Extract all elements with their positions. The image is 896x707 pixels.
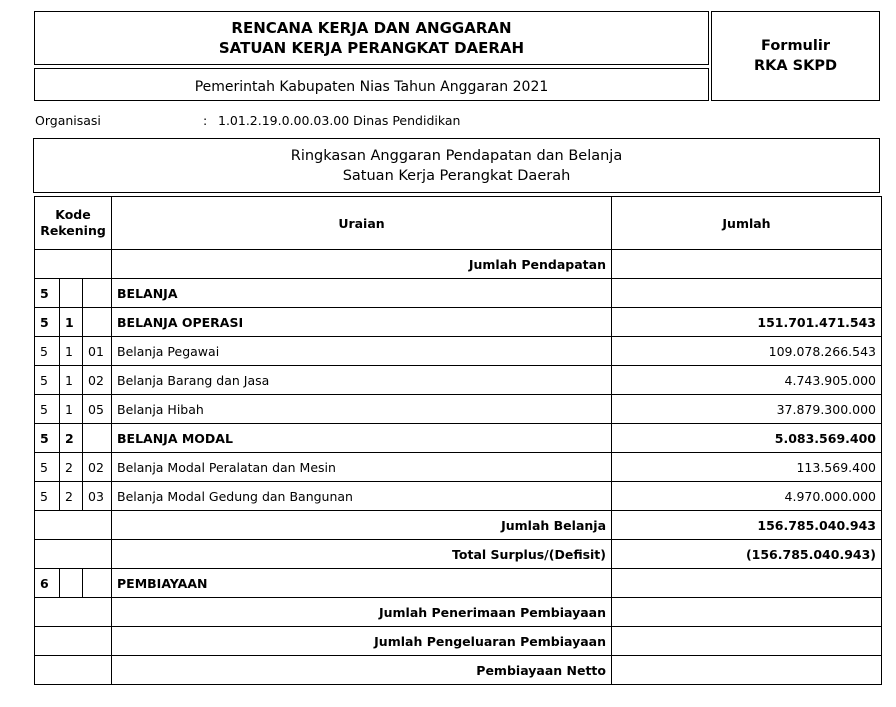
table-row [35,279,882,308]
penerimaan-value [612,598,882,627]
kode-1: 5 [35,337,60,366]
total-surplus-label: Total Surplus/(Defisit) [112,540,612,569]
jumlah-cell: 113.569.400 [612,453,882,482]
kode-2: 1 [60,395,83,424]
kode-3: 02 [83,453,112,482]
form-label-line2: RKA SKPD [753,58,837,74]
total-surplus-value: (156.785.040.943) [612,540,882,569]
kode-3 [83,308,112,337]
kode-1: 5 [35,482,60,511]
kode-2: 2 [60,482,83,511]
budget-table [34,196,882,685]
document-subtitle-box [34,68,709,101]
organisasi-label: Organisasi [35,113,101,128]
kode-1: 5 [35,424,60,453]
kode-3 [83,279,112,308]
kode-1: 5 [35,366,60,395]
jumlah-cell: 5.083.569.400 [612,424,882,453]
table-row [35,540,882,569]
header-kode-rekening [35,197,112,250]
jumlah-cell: 4.743.905.000 [612,366,882,395]
table-row [35,656,882,685]
uraian-cell: BELANJA MODAL [112,424,612,453]
table-row [35,250,882,279]
summary-title-line1: Ringkasan Anggaran Pendapatan dan Belanja [290,147,623,164]
pengeluaran-value [612,627,882,656]
kode-3 [83,569,112,598]
jumlah-cell [612,569,882,598]
uraian-cell: BELANJA [112,279,612,308]
jumlah-belanja-label: Jumlah Belanja [112,511,612,540]
header-kode-line2: Rekening [40,223,106,238]
netto-label: Pembiayaan Netto [112,656,612,685]
uraian-cell: Belanja Modal Peralatan dan Mesin [112,453,612,482]
uraian-cell: Belanja Hibah [112,395,612,424]
document-title-box [34,11,709,65]
table-row [35,424,882,453]
uraian-cell: BELANJA OPERASI [112,308,612,337]
kode-3: 03 [83,482,112,511]
kode-2: 1 [60,337,83,366]
form-label-box [711,11,880,101]
header-uraian: Uraian [112,197,612,250]
header-kode-line1: Kode [55,207,91,222]
kode-2: 2 [60,453,83,482]
kode-1: 5 [35,395,60,424]
jumlah-cell [612,279,882,308]
organisasi-separator: : [203,113,208,128]
table-row [35,482,882,511]
kode-3: 02 [83,366,112,395]
kode-1: 6 [35,569,60,598]
header-jumlah: Jumlah [612,197,882,250]
kode-2: 2 [60,424,83,453]
kode-3: 05 [83,395,112,424]
jumlah-pendapatan-label: Jumlah Pendapatan [112,250,612,279]
table-row [35,627,882,656]
netto-value [612,656,882,685]
organisasi-value: 1.01.2.19.0.00.03.00 Dinas Pendidikan [218,113,461,128]
kode-2: 1 [60,308,83,337]
pengeluaran-label: Jumlah Pengeluaran Pembiayaan [112,627,612,656]
document-title-line1: RENCANA KERJA DAN ANGGARAN [231,19,512,37]
jumlah-cell: 109.078.266.543 [612,337,882,366]
kode-2 [60,569,83,598]
kode-1: 5 [35,308,60,337]
uraian-cell: Belanja Pegawai [112,337,612,366]
document-title-line2: SATUAN KERJA PERANGKAT DAERAH [218,39,525,57]
uraian-cell: Belanja Barang dan Jasa [112,366,612,395]
table-row [35,395,882,424]
table-row [35,308,882,337]
jumlah-cell: 4.970.000.000 [612,482,882,511]
jumlah-cell: 37.879.300.000 [612,395,882,424]
table-row [35,511,882,540]
form-label-line1: Formulir [761,38,830,54]
table-row [35,598,882,627]
uraian-cell: Belanja Modal Gedung dan Bangunan [112,482,612,511]
kode-2: 1 [60,366,83,395]
table-header-row [35,197,882,250]
jumlah-pendapatan-value [612,250,882,279]
table-row [35,366,882,395]
jumlah-cell: 151.701.471.543 [612,308,882,337]
table-row [35,337,882,366]
kode-1: 5 [35,453,60,482]
table-row [35,569,882,598]
summary-title-line2: Satuan Kerja Perangkat Daerah [342,167,571,184]
table-row [35,453,882,482]
kode-1: 5 [35,279,60,308]
uraian-cell: PEMBIAYAAN [112,569,612,598]
penerimaan-label: Jumlah Penerimaan Pembiayaan [112,598,612,627]
kode-2 [60,279,83,308]
document-subtitle: Pemerintah Kabupaten Nias Tahun Anggaran 2021 [194,78,549,95]
kode-3 [83,424,112,453]
kode-3: 01 [83,337,112,366]
jumlah-belanja-value: 156.785.040.943 [612,511,882,540]
summary-title-box [33,138,880,193]
